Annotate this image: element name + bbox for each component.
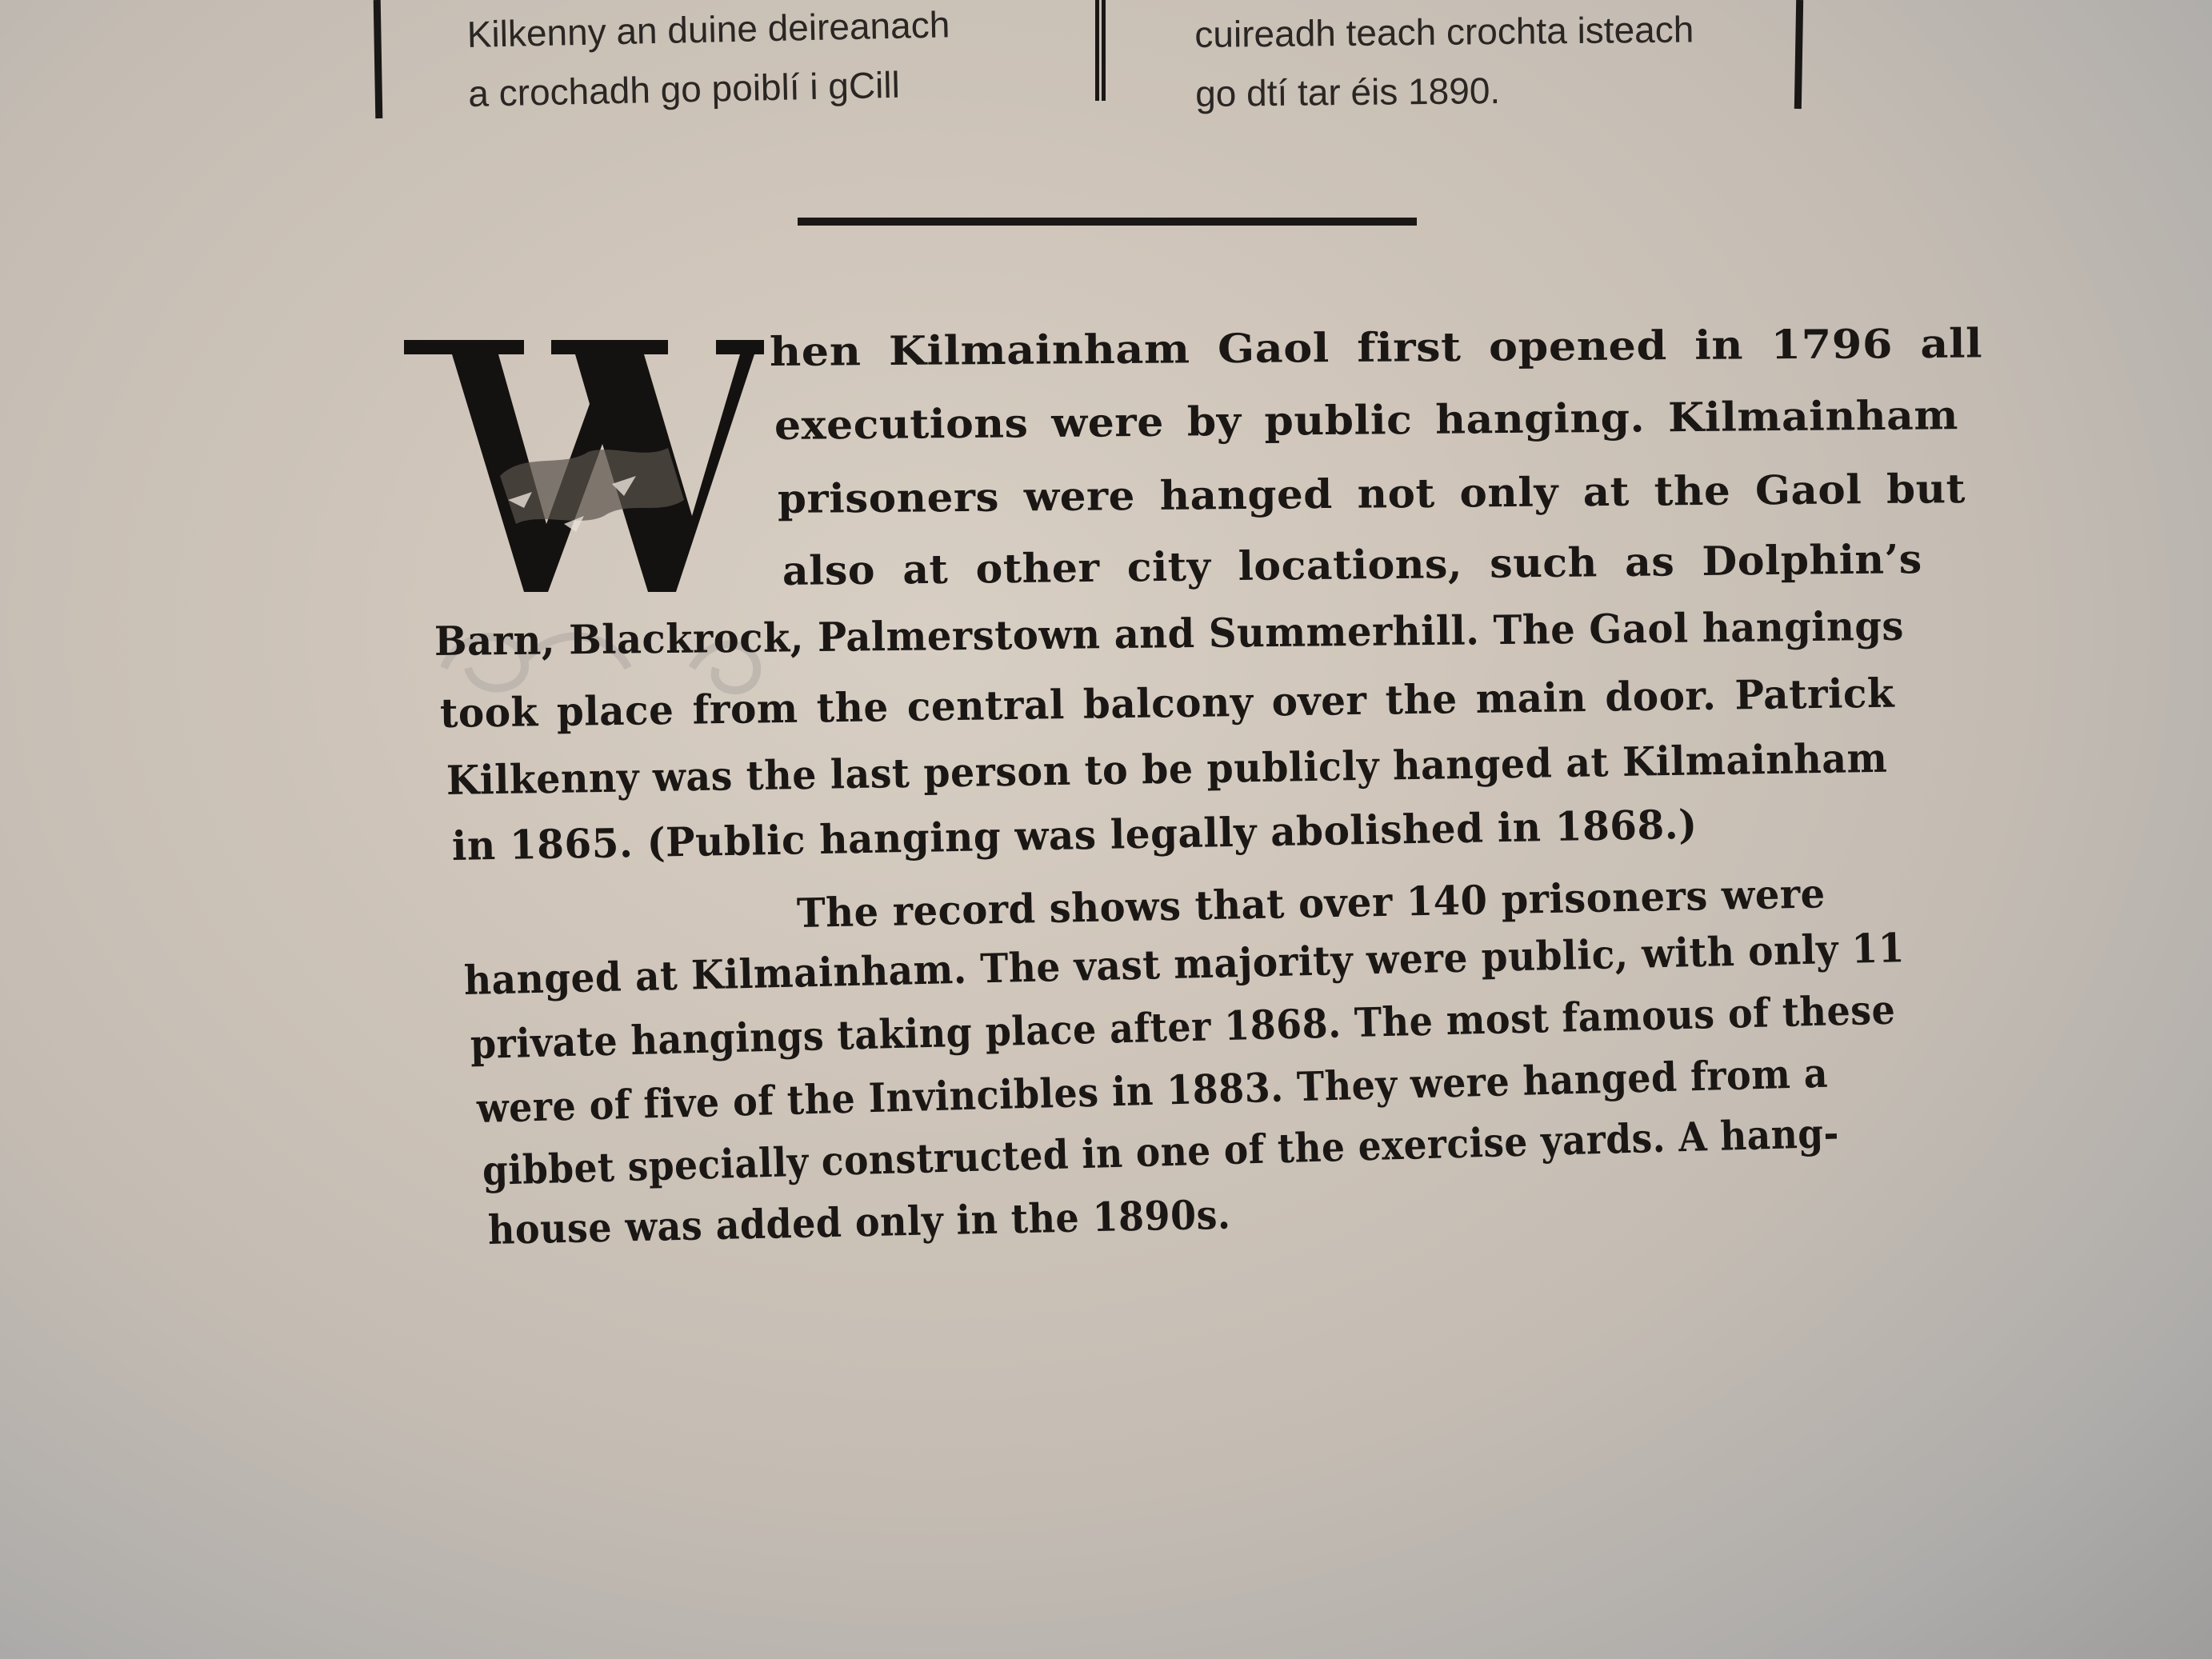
center-column-rule-a (1095, 0, 1099, 101)
left-column-rule (374, 0, 383, 118)
article-line-8: in 1865. (Public hanging was legally abolished in 1868.) (451, 800, 1698, 869)
article-line-3: prisoners were hanged not only at the Gaol but (777, 465, 1966, 522)
irish-right-line-2: go dtí tar éis 1890. (1194, 70, 1501, 114)
section-divider (798, 218, 1417, 226)
drop-cap (404, 316, 764, 604)
drop-cap-glyph (404, 316, 764, 604)
article-line-11: private hangings taking place after 1868. The most famous of these (470, 985, 1896, 1068)
article-line-5: Barn, Blackrock, Palmerstown and Summerhill. The Gaol hangings (434, 602, 1905, 665)
irish-right-line-1: cuireadh teach crochta isteach (1194, 8, 1694, 55)
article-line-2: executions were by public hanging. Kilmainham (774, 391, 1959, 449)
article-line-9: The record shows that over 140 prisoners were (796, 869, 1826, 937)
center-column-rule-b (1102, 0, 1106, 101)
irish-left-line-2: a crochadh go poiblí i gCill (467, 63, 901, 114)
article-line-4: also at other city locations, such as Dolphin’s (782, 535, 1922, 594)
irish-text-left (466, 0, 952, 123)
article-line-13: gibbet specially constructed in one of the exercise yards. A hang- (482, 1109, 1840, 1194)
right-column-rule (1794, 0, 1803, 109)
irish-text-right (1194, 0, 1694, 123)
article-line-6: took place from the central balcony over the main door. Patrick (439, 669, 1895, 737)
article-line-10: hanged at Kilmainham. The vast majority were public, with only 11 (463, 924, 1906, 1004)
article-line-14: house was added only in the 1890s. (487, 1190, 1231, 1253)
irish-left-line-1: Kilkenny an duine deireanach (466, 3, 950, 55)
article-line-12: were of five of the Invincibles in 1883. They were hanged from a (476, 1049, 1829, 1132)
article-line-1: hen Kilmainham Gaol first opened in 1796 all (769, 319, 1983, 375)
article-line-7: Kilkenny was the last person to be publicly hanged at Kilmainham (446, 734, 1888, 804)
